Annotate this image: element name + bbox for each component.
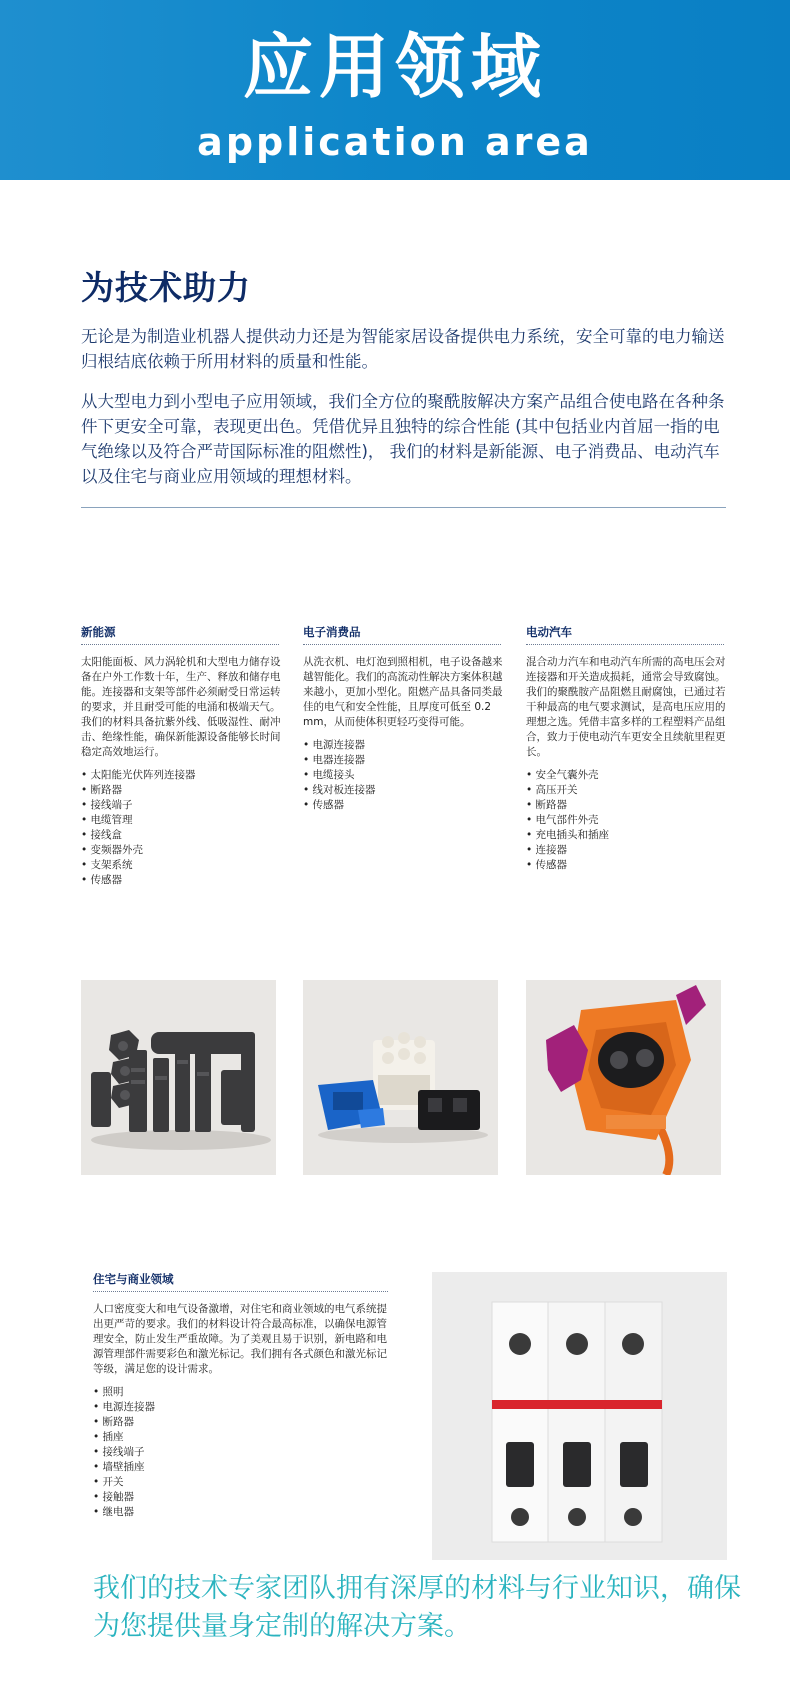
ev-charging-connector-image bbox=[526, 980, 721, 1175]
section-title: 住宅与商业领域 bbox=[93, 1271, 388, 1292]
circuit-breaker-image bbox=[432, 1272, 727, 1560]
section-title: 电子消费品 bbox=[303, 624, 501, 645]
list-item: • 插座 bbox=[93, 1430, 388, 1445]
section-title: 新能源 bbox=[81, 624, 279, 645]
closing-statement: 我们的技术专家团队拥有深厚的材料与行业知识，确保为您提供量身定制的解决方案。 bbox=[93, 1573, 741, 1642]
connector-parts-image bbox=[303, 980, 498, 1175]
banner-subtitle: application area bbox=[197, 120, 593, 164]
header-banner bbox=[0, 0, 790, 180]
list-item: • 接线端子 bbox=[93, 1445, 388, 1460]
list-item: • 电源连接器 bbox=[93, 1400, 388, 1415]
section-electric-vehicles bbox=[526, 624, 726, 873]
list-item: • 开关 bbox=[93, 1475, 388, 1490]
section-list bbox=[526, 768, 726, 873]
intro-paragraph-2: 从大型电力到小型电子应用领域，我们全方位的聚酰胺解决方案产品组合使电路在各种条件下更安全可靠，表现更出色。凭借优异且独特的综合性能 (其中包括业内首屈一指的电气绝缘以及符合严苛国际标准的阻燃性)， 我们的材料是新能源、电子消费品、电动汽车以及住宅与商业应用领域的理想材料。 bbox=[81, 392, 725, 486]
circuit-breaker-photo bbox=[432, 1272, 727, 1560]
section-list bbox=[93, 1385, 388, 1520]
section-description: 混合动力汽车和电动汽车所需的高电压会对连接器和开关造成损耗，通常会导致腐蚀。我们的聚酰胺产品阻燃且耐腐蚀，已通过若干种最高的电气要求测试，是高电压应用的理想之选。凭借丰富多样的工程塑料产品组合，致力于使电动汽车更安全且续航里程更长。 bbox=[526, 656, 726, 758]
section-list bbox=[81, 768, 281, 888]
section-description: 人口密度变大和电气设备激增，对住宅和商业领域的电气系统提出更严苛的要求。我们的材料设计符合最高标准，以确保电源管理安全，防止发生严重故障。为了美观且易于识别，新电路和电源管理部件需要彩色和激光标记。我们拥有各式颜色和激光标记等级，满足您的设计需求。 bbox=[93, 1303, 387, 1375]
list-item: • 接线端子 bbox=[81, 798, 281, 813]
list-item: • 传感器 bbox=[81, 873, 281, 888]
section-new-energy bbox=[81, 624, 281, 888]
connectors-photo bbox=[303, 980, 498, 1175]
section-title: 电动汽车 bbox=[526, 624, 724, 645]
ev-connector-photo bbox=[526, 980, 721, 1175]
list-item: • 电缆管理 bbox=[81, 813, 281, 828]
section-residential bbox=[93, 1271, 388, 1520]
list-item: • 接触器 bbox=[93, 1490, 388, 1505]
list-item: • 传感器 bbox=[303, 798, 503, 813]
intro-heading: 为技术助力 bbox=[81, 268, 251, 307]
section-description: 从洗衣机、电灯泡到照相机，电子设备越来越智能化。我们的高流动性解决方案体积越来越小，更加小型化。阻燃产品具备同类最佳的电气和安全性能，且厚度可低至 0.2 mm，从而使体积更轻巧变得可能。 bbox=[303, 656, 503, 728]
list-item: • 充电插头和插座 bbox=[526, 828, 726, 843]
section-description: 太阳能面板、风力涡轮机和大型电力储存设备在户外工作数十年，生产、释放和储存电能。连接器和支架等部件必须耐受日常运转的要求，并且耐受可能的电涌和极端天气。我们的材料具备抗紫外线、低吸湿性、耐冲击、绝缘性能，确保新能源设备能够长时间稳定高效地运行。 bbox=[81, 656, 281, 758]
list-item: • 墙壁插座 bbox=[93, 1460, 388, 1475]
list-item: • 断路器 bbox=[526, 798, 726, 813]
section-list bbox=[303, 738, 503, 813]
list-item: • 高压开关 bbox=[526, 783, 726, 798]
list-item: • 传感器 bbox=[526, 858, 726, 873]
list-item: • 断路器 bbox=[93, 1415, 388, 1430]
section-divider bbox=[81, 507, 726, 508]
section-consumer-electronics bbox=[303, 624, 503, 813]
list-item: • 线对板连接器 bbox=[303, 783, 503, 798]
cable-gland-parts-image bbox=[81, 980, 276, 1175]
banner-title: 应用领域 bbox=[243, 26, 547, 108]
list-item: • 连接器 bbox=[526, 843, 726, 858]
list-item: • 继电器 bbox=[93, 1505, 388, 1520]
list-item: • 断路器 bbox=[81, 783, 281, 798]
list-item: • 照明 bbox=[93, 1385, 388, 1400]
intro-paragraph-1: 无论是为制造业机器人提供动力还是为智能家居设备提供电力系统，安全可靠的电力输送归根结底依赖于所用材料的质量和性能。 bbox=[81, 327, 725, 371]
list-item: • 支架系统 bbox=[81, 858, 281, 873]
list-item: • 电器连接器 bbox=[303, 753, 503, 768]
list-item: • 安全气囊外壳 bbox=[526, 768, 726, 783]
new-energy-parts-photo bbox=[81, 980, 276, 1175]
list-item: • 电缆接头 bbox=[303, 768, 503, 783]
list-item: • 太阳能光伏阵列连接器 bbox=[81, 768, 281, 783]
list-item: • 变频器外壳 bbox=[81, 843, 281, 858]
list-item: • 接线盒 bbox=[81, 828, 281, 843]
list-item: • 电气部件外壳 bbox=[526, 813, 726, 828]
list-item: • 电源连接器 bbox=[303, 738, 503, 753]
